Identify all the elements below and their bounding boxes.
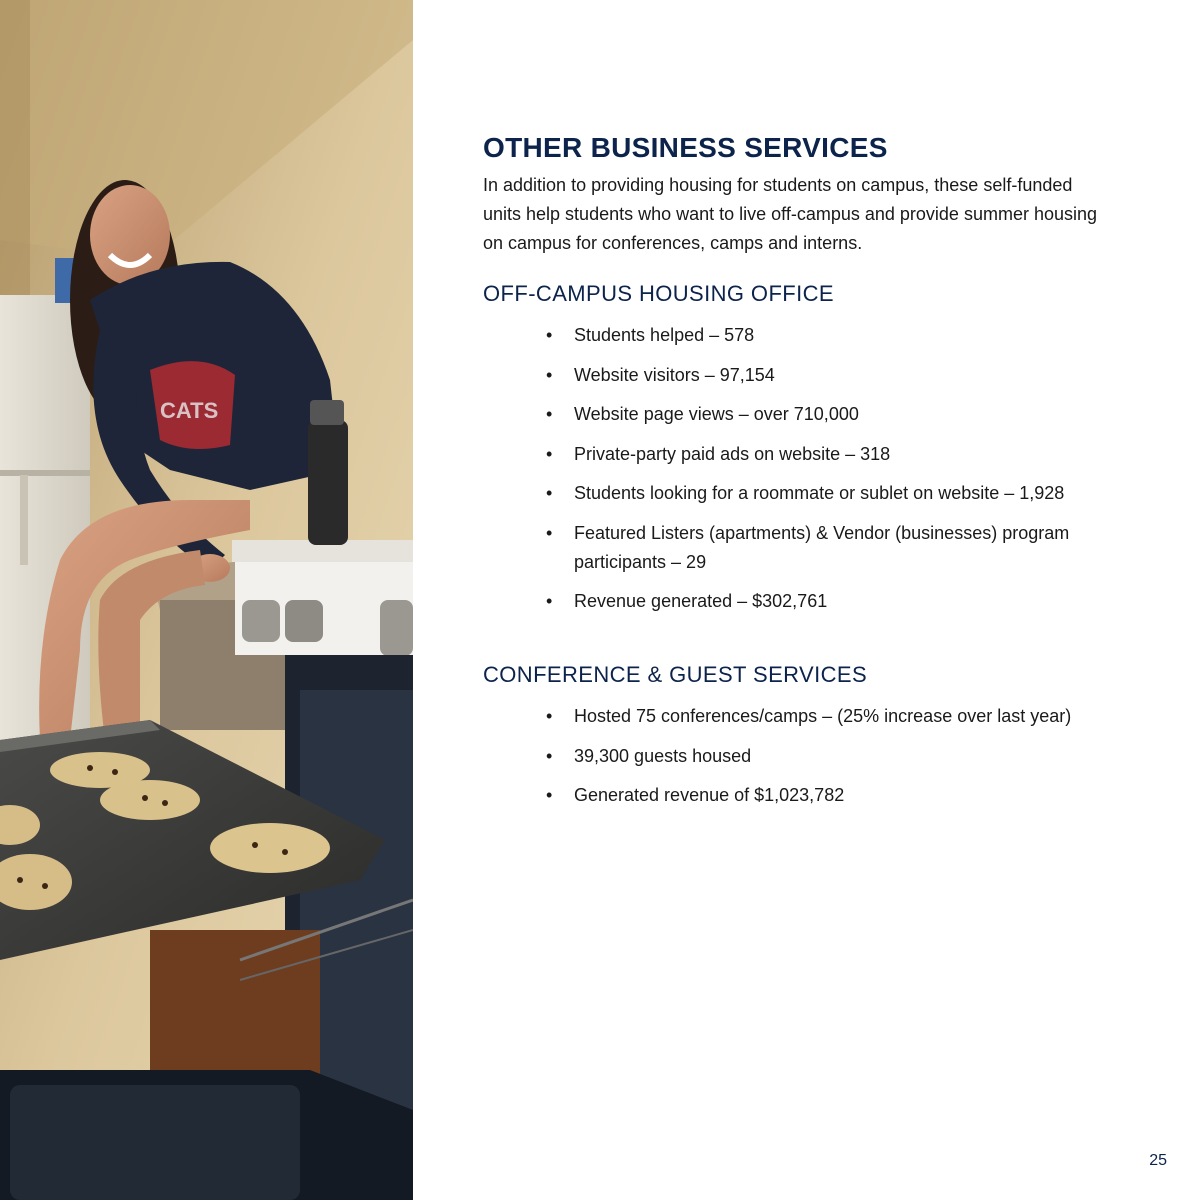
off-campus-list xyxy=(483,321,1123,616)
bullet-icon: • xyxy=(546,364,553,385)
list-item-text: Generated revenue of $1,023,782 xyxy=(574,785,845,805)
section-heading-off-campus: OFF-CAMPUS HOUSING OFFICE xyxy=(483,281,834,306)
bullet-icon: • xyxy=(546,591,553,611)
list-item-text: Private-party paid ads on website – 318 xyxy=(574,443,891,464)
kitchen-photo-illustration xyxy=(0,0,413,1200)
page-title: OTHER BUSINESS SERVICES xyxy=(483,132,888,163)
bullet-icon: • xyxy=(546,325,553,345)
list-item xyxy=(546,781,1123,810)
bullet-icon: • xyxy=(546,522,553,543)
list-item-text: Students looking for a roommate or sublet on website – 1,928 xyxy=(574,483,1065,503)
list-item xyxy=(546,479,1123,508)
svg-text:CATS: CATS xyxy=(160,398,219,423)
section-heading-conference: CONFERENCE & GUEST SERVICES xyxy=(483,662,868,687)
photo-student-baking xyxy=(0,0,413,1200)
bullet-icon: • xyxy=(546,483,553,503)
bullet-icon: • xyxy=(546,404,553,424)
list-item-text: Hosted 75 conferences/camps – (25% increase over last year) xyxy=(574,706,1072,726)
bullet-icon: • xyxy=(546,443,553,464)
list-item-text: Revenue generated – $302,761 xyxy=(574,591,828,611)
page-number: 25 xyxy=(1149,1152,1167,1169)
list-item xyxy=(546,440,1123,469)
list-item xyxy=(546,519,1123,577)
list-item-text: Website page views – over 710,000 xyxy=(574,404,859,424)
list-item xyxy=(546,361,1123,390)
list-item xyxy=(546,702,1123,731)
list-item-text: Students helped – 578 xyxy=(574,325,755,345)
list-item-text: Website visitors – 97,154 xyxy=(574,364,775,385)
list-item-text: Featured Listers (apartments) & Vendor (businesses) program participants – 29 xyxy=(574,522,1070,572)
list-item xyxy=(546,742,1123,771)
bullet-icon: • xyxy=(546,785,553,805)
main-content xyxy=(483,128,1123,821)
list-item xyxy=(546,321,1123,350)
bullet-icon: • xyxy=(546,706,553,726)
list-item xyxy=(546,400,1123,429)
conference-list xyxy=(483,702,1123,810)
bullet-icon: • xyxy=(546,745,553,766)
intro-paragraph: In addition to providing housing for students on campus, these self-funded units help students who want to live off-campus and provide summer housing on campus for conferences, camps and interns. xyxy=(483,175,1098,253)
list-item xyxy=(546,587,1123,616)
list-item-text: 39,300 guests housed xyxy=(574,745,752,766)
